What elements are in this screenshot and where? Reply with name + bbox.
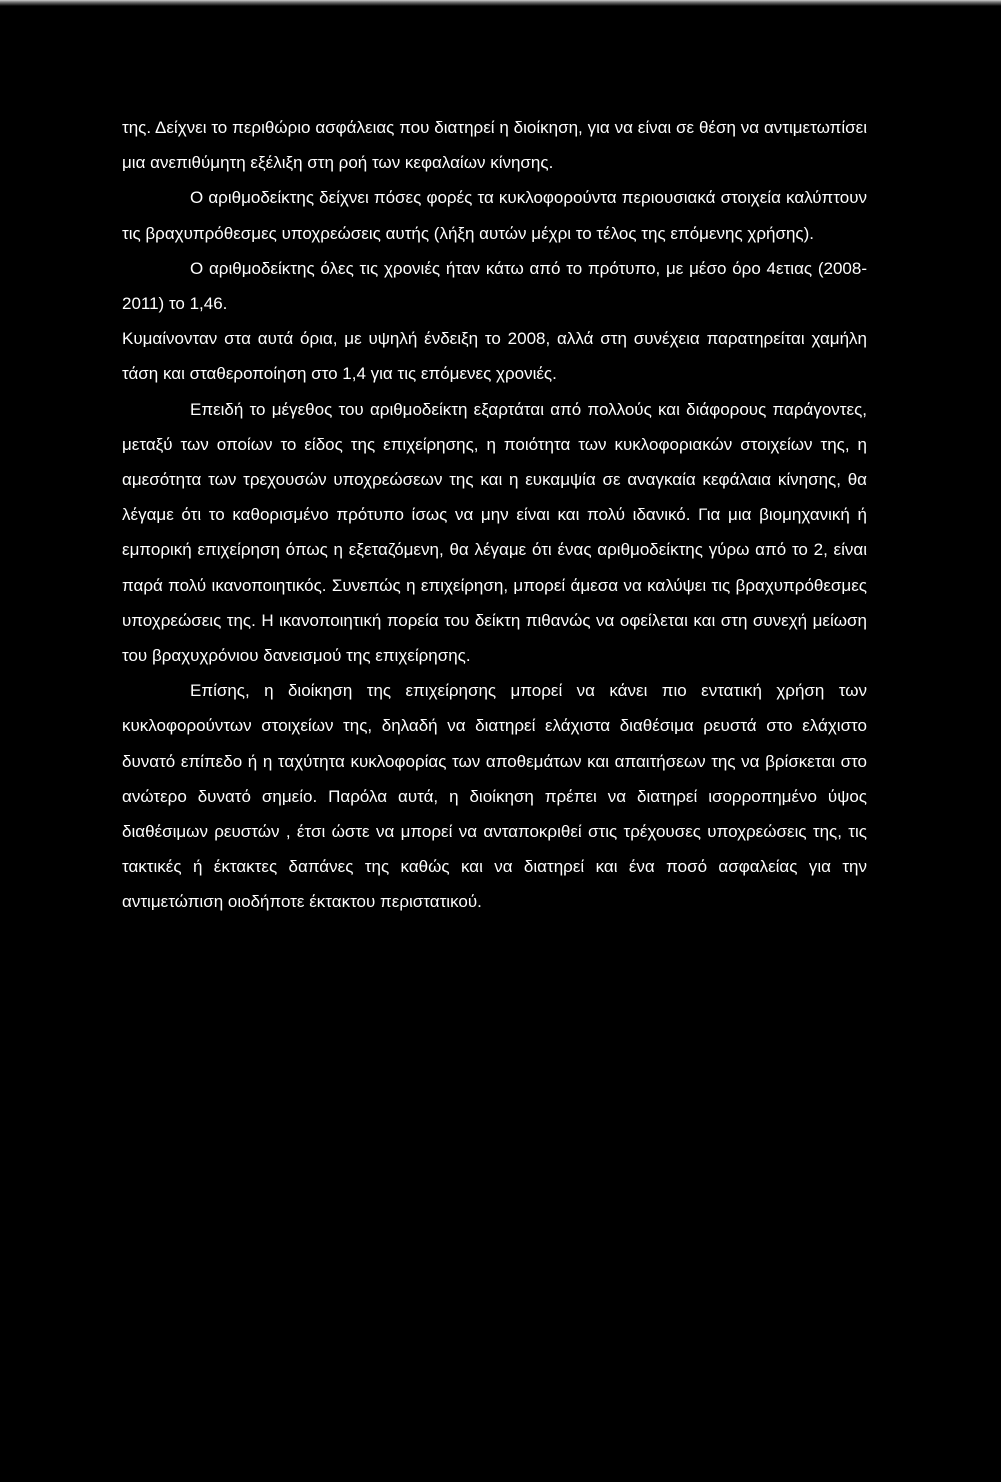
document-body xyxy=(122,110,867,920)
paragraph-4: Κυμαίνονταν στα αυτά όρια, με υψηλή ένδειξη το 2008, αλλά στη συνέχεια παρατηρείται χαμήλη τάση και σταθεροποίηση στο 1,4 για τις επόμενες χρονιές. xyxy=(122,329,867,384)
paragraph-2: Ο αριθμοδείκτης δείχνει πόσες φορές τα κυκλοφορούντα περιουσιακά στοιχεία καλύπτουν τις βραχυπρόθεσμες υποχρεώσεις αυτής (λήξη αυτών μέχρι το τέλος της επόμενης χρήσης). xyxy=(122,188,867,243)
scan-top-edge xyxy=(0,0,1001,6)
paragraph-1: της. Δείχνει το περιθώριο ασφάλειας που διατηρεί η διοίκηση, για να είναι σε θέση να αντιμετωπίσει μια ανεπιθύμητη εξέλιξη στη ροή των κεφαλαίων κίνησης. xyxy=(122,118,867,173)
paragraph-6: Επίσης, η διοίκηση της επιχείρησης μπορεί να κάνει πιο εντατική χρήση των κυκλοφορούντων στοιχείων της, δηλαδή να διατηρεί ελάχιστα διαθέσιμα ρευστά στο ελάχιστο δυνατό επίπεδο ή η ταχύτητα κυκλοφορίας των αποθεμάτων και απαιτήσεων της να βρίσκεται στο ανώτερο δυνατό σημείο. Παρόλα αυτά, η διοίκηση πρέπει να διατηρεί ισορροπημένο ύψος διαθέσιμων ρευστών , έτσι ώστε να μπορεί να ανταποκριθεί στις τρέχουσες υποχρεώσεις της, τις τακτικές ή έκτακτες δαπάνες της καθώς και να διατηρεί και ένα ποσό ασφαλείας για την αντιμετώπιση οιοδήποτε έκτακτου περιστατικού. xyxy=(122,681,867,912)
paragraph-3: Ο αριθμοδείκτης όλες τις χρονιές ήταν κάτω από το πρότυπο, με μέσο όρο 4ετιας (2008-2011) το 1,46. xyxy=(122,258,867,314)
paragraph-5: Επειδή το μέγεθος του αριθμοδείκτη εξαρτάται από πολλούς και διάφορους παράγοντες, μεταξύ των οποίων το είδος της επιχείρησης, η ποιότητα των κυκλοφοριακών στοιχείων της, η αμεσότητα των τρεχουσών υποχρεώσεων της και η ευκαμψία σε αναγκαία κεφάλαια κίνησης, θα λέγαμε ότι το καθορισμένο πρότυπο ίσως να μην είναι και πολύ ιδανικό. Για μια βιομηχανική ή εμπορική επιχείρηση όπως η εξεταζόμενη, θα λέγαμε ότι ένας αριθμοδείκτης γύρω από το 2, είναι παρά πολύ ικανοποιητικός. Συνεπώς η επιχείρηση, μπορεί άμεσα να καλύψει τις βραχυπρόθεσμες υποχρεώσεις της. Η ικανοποιητική πορεία του δείκτη πιθανώς να οφείλεται και στη συνεχή μείωση του βραχυχρόνιου δανεισμού της επιχείρησης. xyxy=(122,399,867,666)
